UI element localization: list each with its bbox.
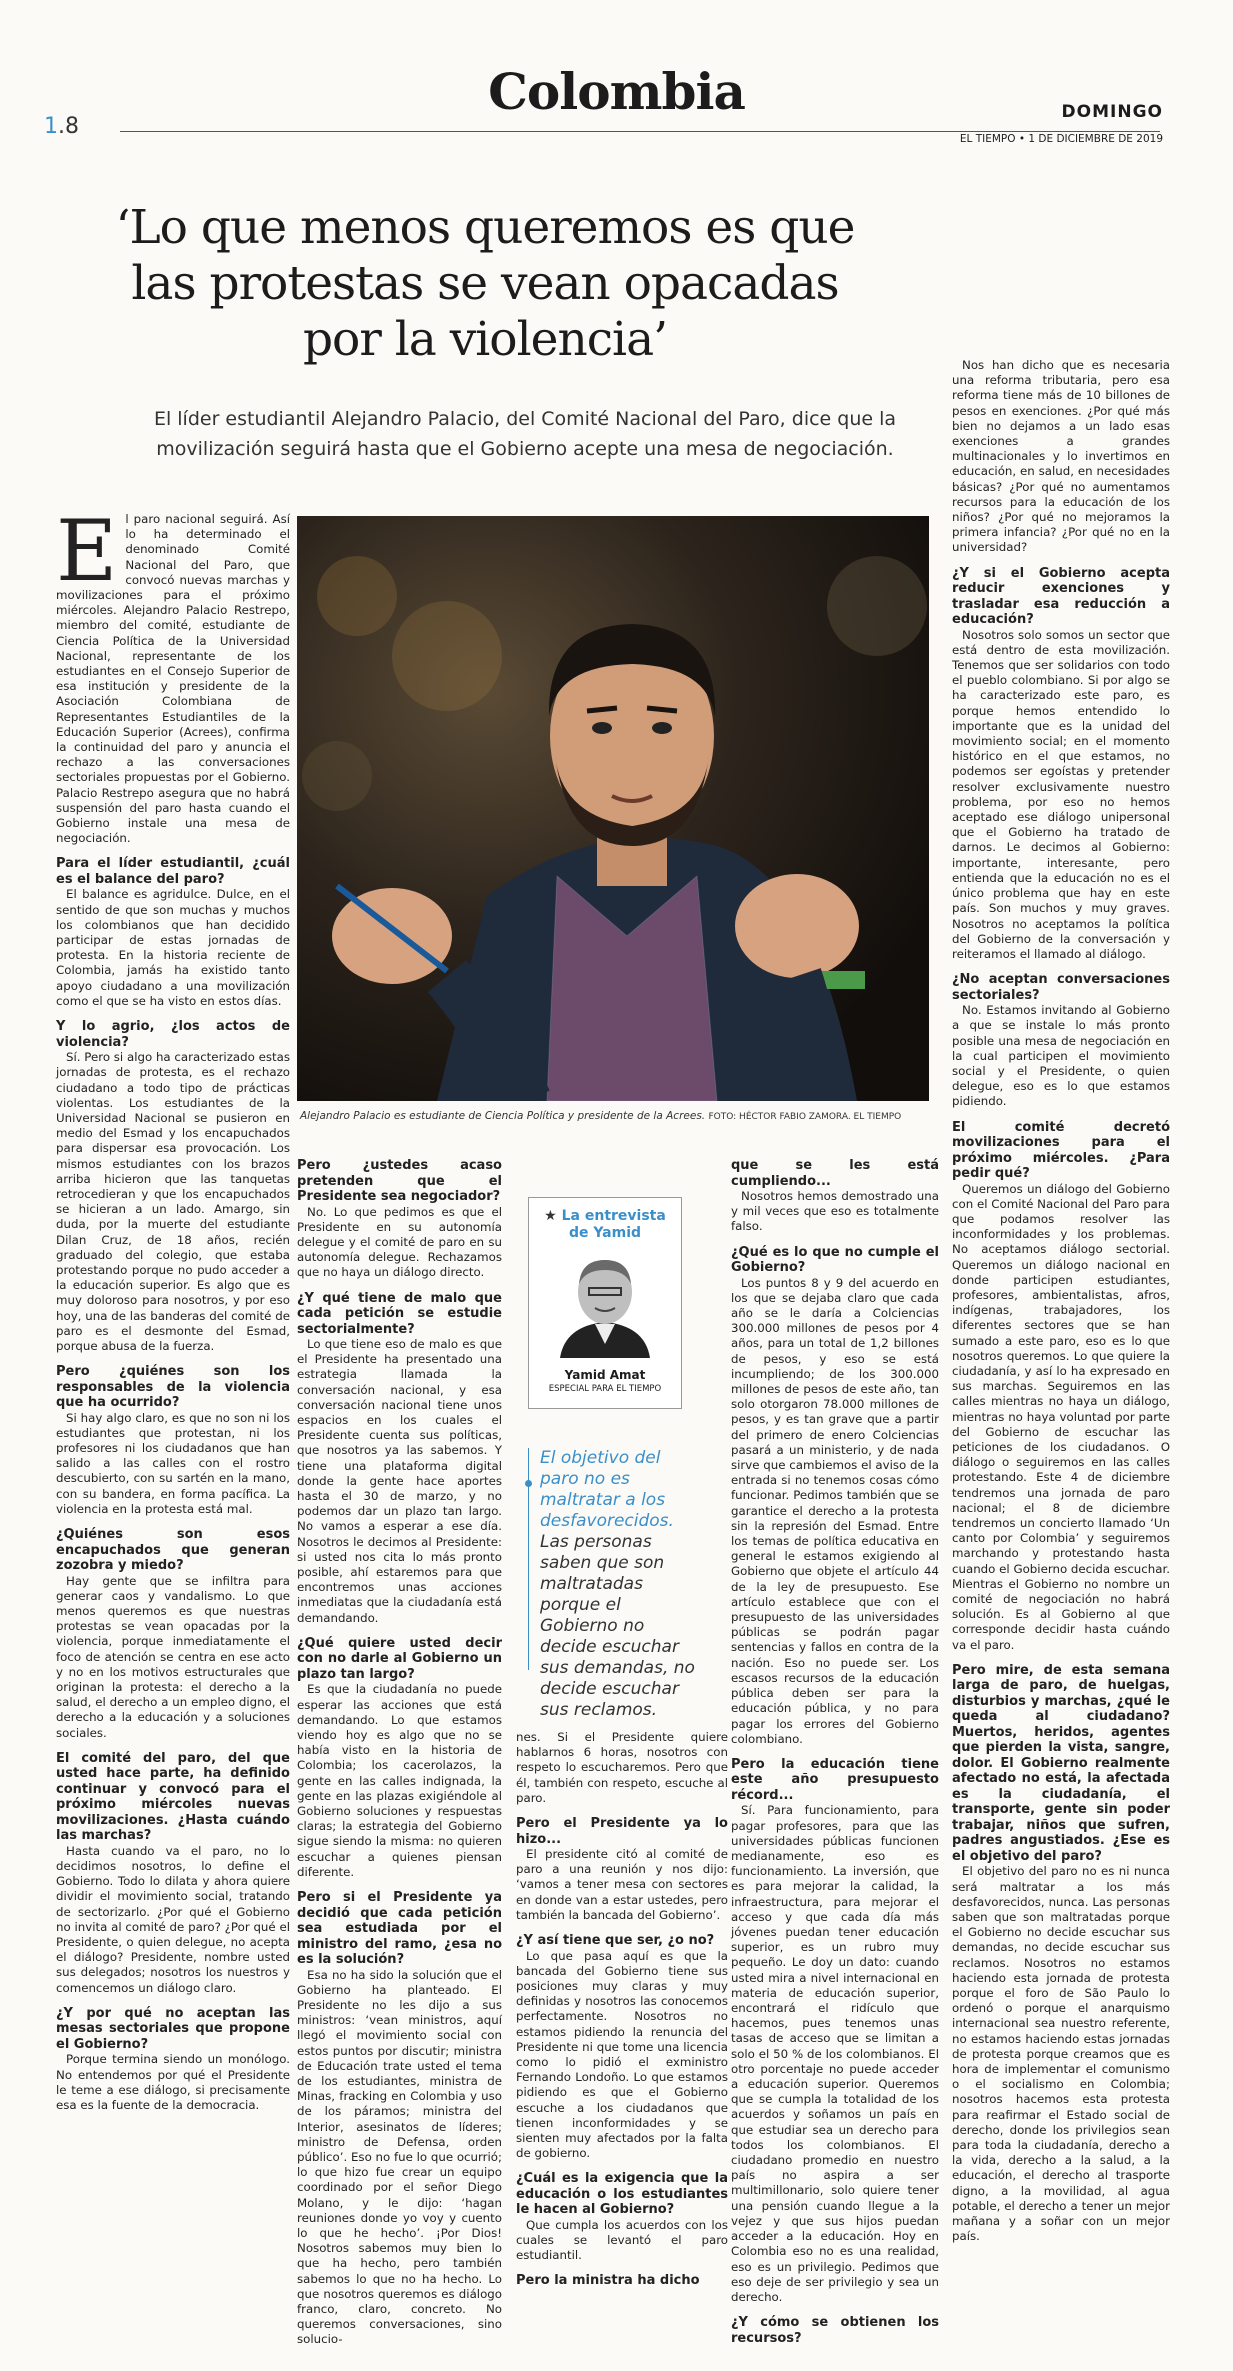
question: ¿Y así tiene que ser, ¿o no? [516,1933,715,1949]
photo-credit: FOTO: HÉCTOR FABIO ZAMORA. EL TIEMPO [708,1112,902,1122]
pull-quote-lead: El objetivo del paro no es maltratar a los desfavorecidos. [540,1448,674,1531]
answer: Lo que tiene eso de malo es que el Presidente ha presentado una estrategia llamada la conversación nacional, y esa conversación nacional tiene unos espacios en los cuales el Presidente cuenta sus políticas, que nosotros ya las sabemos. Y tiene una plataforma digital donde la gente hace aportes hasta el 30 de marzo, y no podemos dar un plazo tan largo. No vamos a esperar a ese día. Nosotros le decimos al Presidente: si usted nos cita lo más pronto posible, ahí estaremos para que encontremos unas acciones inmediatas que la ciudadanía está demandando. [297,1337,502,1625]
answer: Nosotros hemos demostrado una y mil veces que eso es totalmente falso. [731,1189,939,1234]
answer: Esa no ha sido la solución que el Gobierno ha planteado. El Presidente no les dijo a sus ministros: ‘vean ministros, aquí llegó el movimiento social con estos puntos por discutir; ministra de Educación trate usted el tema de los estudiantes, ministra de Minas, fracking en Colombia y uso de los páramos; ministra del Interior, asesinatos de líderes; ministro de Defensa, orden público’. Eso no fue lo que ocurrió; lo que hizo fue crear un equipo coordinado por el señor Diego Molano, y le dijo: ‘hagan reuniones donde yo voy y cuento lo que he hecho’. ¡Por Dios! Nosotros sabemos muy bien lo que ha hecho, pero también sabemos lo que no ha hecho. Lo que nosotros queremos es diálogo franco, claro, concreto. No queremos conversaciones, sino solucio- [297,1967,502,2347]
answer: Hasta cuando va el paro, no lo decidimos nosotros, lo define el Gobierno. Todo lo dilata y ahora quiere dividir el movimiento social, tratando de sectorizarlo. ¿Por qué el Gobierno no invita al comité de paro? ¿Por qué el Presidente, o quien delegue, no acepta el diálogo? Presidente, nombre usted sus delegados; nosotros los nuestros y comencemos un diálogo claro. [56,1843,290,1995]
subhead: El líder estudiantil Alejandro Palacio, del Comité Nacional del Paro, dice que la movilización seguirá hasta que el Gobierno acepte una mesa de negociación. [153,408,897,460]
question: ¿No aceptan conversaciones sectoriales? [952,972,1170,1003]
question: ¿Cuál es la exigencia que la educación o los estudiantes le hacen al Gobierno? [516,2171,728,2218]
answer: No. Lo que pedimos es que el Presidente en su autonomía delegue y el comité de paro en su autonomía delegue. Rechazamos que no haya un diálogo directo. [297,1204,502,1280]
pull-quote-rest: Las personas saben que son maltratadas porque el Gobierno no decide escuchar sus demandas, no decide escuchar sus reclamos. [540,1532,695,1720]
question: ¿Y qué tiene de malo que cada petición se estudie sectorialmente? [297,1290,502,1337]
answer: El balance es agridulce. Dulce, en el sentido de que son muchas y muchos los colombianos que han decidido participar de estas jornadas de protesta. En la historia reciente de Colombia, jamás ha existido tanto apoyo ciudadano a una movilización como el que se ha visto en estos días. [56,887,290,1008]
question: ¿Y cómo se obtienen los recursos? [731,2315,939,2346]
question: Pero si el Presidente ya decidió que cada petición sea estudiada por el ministro del ramo, ¿esa no es la solución? [297,1890,502,1968]
interview-label-2: de Yamid [568,1225,642,1241]
dropcap: E [56,502,118,600]
answer: Lo que pasa aquí es que la bancada del Gobierno tiene sus posiciones muy claras y muy definidas y nosotros las conocemos perfectamente. Nosotros no estamos pidiendo la renuncia del Presidente ni que tome una licencia como lo pidió el exministro Fernando Londoño. Lo que estamos pidiendo es que el Gobierno escuche a los ciudadanos que tienen inconformidades y se sienten muy afectados por la falta de gobierno. [516,1948,728,2161]
answer: Sí. Para funcionamiento, para pagar profesores, para que las universidades públicas funcionen medianamente, eso es funcionamiento. La inversión, que es para mejorar la calidad, la infraestructura, para mejorar el acceso y que cada día más jóvenes puedan tener educación superior, es un rubro muy pequeño. Le doy un dato: cuando usted mira a nivel internacional en materia de educación superior, encontrará el ridículo que hacemos, pues tenemos unas tasas de acceso que se limitan a solo el 50 % de los colombianos. El otro porcentaje no puede acceder a educación superior. Queremos que se cumpla la totalidad de los acuerdos y soñamos un país en que estudiar sea un derecho para todos los colombianos. El ciudadano promedio en nuestro país no aspira a ser multimillonario, solo quiere tener una pensión cuando llegue a la vejez y que sus hijos puedan acceder a la educación. Hoy en Colombia eso no es una realidad, eso es un privilegio. Pedimos que eso deje de ser privilegio y sea un derecho. [731,1803,939,2304]
question: ¿Y si el Gobierno acepta reducir exenciones y trasladar esa reducción a educación? [952,565,1170,628]
column-5 [952,358,1170,2244]
question: ¿Quiénes son esos encapuchados que generan zozobra y miedo? [56,1527,290,1574]
question: Pero el Presidente ya lo hizo... [516,1816,728,1847]
question: Y lo agrio, ¿los actos de violencia? [56,1019,290,1050]
answer: Es que la ciudadanía no puede esperar las acciones que está demandando. Lo que estamos viendo hoy es algo que no se había visto en la historia de Colombia; los cacerolazos, la gente en las calles indignada, la gente en las plazas exigiéndole al Gobierno soluciones y respuestas claras; la estrategia del Gobierno sigue siendo la misma: no quieren escuchar a quienes piensan diferente. [297,1682,502,1879]
answer: No. Estamos invitando al Gobierno a que se instale lo más pronto posible una mesa de negociación en la cual participen el movimiento social y el Presidente, o quien delegue, eso es lo que estamos pidiendo. [952,1003,1170,1109]
star-icon: ★ [544,1208,562,1224]
answer: Queremos un diálogo del Gobierno con el Comité Nacional del Paro para que podamos resolver las inconformidades y los problemas. No aceptamos diálogo sectorial. Queremos un diálogo nacional en donde participen estudiantes, profesores, ambientalistas, afros, indígenas, trabajadores, los diferentes sectores que se han sumado a este paro, eso es lo que nosotros queremos. Lo que quiere la ciudadanía, y así lo ha expresado en sus marchas. Seguiremos en las calles mientras no haya un diálogo, mientras no haya voluntad por parte del Gobierno de escuchar las peticiones de los ciudadanos. O diálogo o seguiremos en las calles protestando. Este 4 de diciembre tendremos una jornada de paro nacional; el 8 de diciembre tendremos un concierto llamado ‘Un canto por Colombia’ y seguiremos marchando y protestando hasta cuando el Gobierno decida escuchar. Mientras el Gobierno no nombre un comité de negociación no habrá solución. Es al Gobierno al que corresponde decidir hasta cuándo va el paro. [952,1181,1170,1652]
headline: ‘Lo que menos queremos es que las protestas se vean opacadas por la violencia’ [115,200,855,367]
interview-label [529,1208,681,1242]
student-portrait-illustration [297,516,929,1101]
column-1 [56,502,290,2113]
question: Para el líder estudiantil, ¿cuál es el balance del paro? [56,856,290,887]
intro-text: l paro nacional seguirá. Así lo ha determinado el denominado Comité Nacional del Paro, que convocó nuevas marchas y movilizaciones para el próximo miércoles. Alejandro Palacio Restrepo, miembro del comité, estudiante de Ciencia Política de la Universidad Nacional, representante de los estudiantes en el Consejo Superior de esa institución y presidente de la Asociación Colombiana de Representantes Estudiantiles de la Educación Superior (Acrees), confirma la continuidad del paro y anuncia el rechazo a las conversaciones sectoriales propuestas por el Gobierno. Palacio Restrepo asegura que no habrá suspensión del paro hasta cuando el Gobierno instale una mesa de negociación. [56,512,290,846]
question: Pero ¿ustedes acaso pretenden que el Presidente sea negociador? [297,1158,502,1204]
quote-dot-icon [525,1480,532,1487]
answer: El objetivo del paro no es ni nunca será maltratar a los más desfavorecidos, nunca. Las personas saben que son maltratadas porque el Gobierno no decide escuchar sus demandas, no decide escuchar sus reclamos. Nosotros no estamos haciendo esta jornada de protesta porque el foro de São Paulo lo ordenó o porque el anarquismo internacional sea nuestro referente, no estamos haciendo estas jornadas de protesta porque creamos que es hora de implementar el comunismo o el socialismo en Colombia; nosotros hacemos esta protesta para reafirmar el Estado social de derecho, donde los privilegios sean para toda la ciudadanía, derecho a la vida, derecho a la salud, a la educación, el derecho al trasporte digno, a la movilidad, al agua potable, el derecho a tener un mejor mañana y a soñar con un mejor país. [952,1864,1170,2244]
interviewer-name: Yamid Amat [564,1368,646,1382]
question: Pero mire, de esta semana larga de paro, de huelgas, disturbios y marchas, ¿qué le queda al ciudadano? Muertos, heridos, agentes que pierden la vista, sangre, dolor. El Gobierno realmente afectado no está, la afectada es la ciudadanía, el transporte, gente sin poder trabajar, niños que sufren, padres angustiados. ¿Ese es el objetivo del paro? [952,1662,1170,1864]
page-suffix: .8 [58,114,79,139]
section-title: Colombia [488,62,745,121]
question: Pero la ministra ha dicho [516,2273,700,2289]
answer: Nosotros solo somos un sector que está dentro de esta movilización. Tenemos que ser solidarios con todo el pueblo colombiano. Si por algo se ha caracterizado este paro, es porque hemos entendido lo importante que es la unidad del movimiento social; en el momento histórico en el que estamos, no podemos ser egoístas y pretender resolver exclusivamente nuestro problema, por eso no hemos aceptado ese diálogo unipersonal que el Gobierno ha tratado de darnos. Le decimos al Gobierno: importante, interesante, pero entienda que la educación no es el único problema que hay en este país. Son muchos y muy graves. Nosotros no aceptamos la política del Gobierno de la conversación y reiteramos el llamado al diálogo. [952,627,1170,961]
answer: Porque termina siendo un monólogo. No entendemos por qué el Presidente le teme a ese diálogo, si precisamente esa es la fuente de la democracia. [56,2052,290,2112]
page-prefix: 1 [44,114,58,139]
answer: Los puntos 8 y 9 del acuerdo en los que se dejaba claro que cada año se le daría a Colciencias 300.000 millones de pesos por 4 años, para un total de 1,2 billones de pesos, y eso se está incumpliendo; de los 300.000 millones de pesos de este año, tan solo otorgaron 78.000 millones de pesos, y es tan grave que a partir del primero de enero Colciencias pasará a un ministerio, y de nada sirve que cambiemos el aviso de la entrada si no tenemos cosas cómo funcionar. Pedimos también que se garantice el derecho a la protesta sin la represión del Esmad. Entre los temas de política educativa en general le estamos exigiendo al Gobierno que objete el artículo 44 de la ley de presupuesto. Ese artículo establece que con el presupuesto de las universidades públicas se podrán pagar sentencias y fallos en contra de la nación. Eso no puede ser. Los escasos recursos de la educación pública deben ser para la educación pública, y no para pagar los errores del Gobierno colombiano. [731,1275,939,1746]
answer: Nos han dicho que es necesaria una reforma tributaria, pero esa reforma tiene más de 10 billones de pesos en exenciones. ¿Por qué más bien no dejamos a un lado esas exenciones a grandes multinacionales y lo invertimos en educación, en salud, en necesidades básicas? ¿Por qué no aumentamos recursos para la educación de los niños? ¿Por qué no mejoramos la primera infancia? ¿Por qué no en la universidad? [952,358,1170,555]
interview-label-1: La entrevista [561,1208,666,1224]
question: ¿Y por qué no aceptan las mesas sectoriales que propone el Gobierno? [56,2005,290,2052]
interviewer-role: ESPECIAL PARA EL TIEMPO [548,1384,662,1394]
answer: El presidente citó al comité de paro a una reunión y nos dijo: ‘vamos a tener mesa con sectores en donde van a estar ustedes, pero también la bancada del Gobierno’. [516,1847,728,1922]
question: que se les está cumpliendo... [731,1158,939,1189]
answer: Si hay algo claro, es que no son ni los estudiantes que protestan, ni los profesores ni los ciudadanos que han salido a las calles con el rostro descubierto, con su sartén en la mano, con su bandera, en forma pacífica. La violencia en la protesta está mal. [56,1410,290,1516]
page-number [44,114,79,139]
column-4 [731,1158,939,2346]
yamid-amat-portrait [545,1248,665,1358]
masthead-rule [120,131,1160,132]
photo-caption [300,1110,940,1122]
answer: Que cumpla los acuerdos con los cuales se levantó el paro estudiantil. [516,2217,728,2263]
portrait-photo [297,516,929,1101]
masthead-dateline: EL TIEMPO • 1 DE DICIEMBRE DE 2019 [959,133,1163,145]
column-3 [516,1730,728,2289]
question: Pero ¿quiénes son los responsables de la violencia que ha ocurrido? [56,1364,290,1411]
answer: nes. Si el Presidente quiere hablarnos 6 horas, nosotros con respeto lo escucharemos. Pero que él, también con respeto, escuche al paro. [516,1730,728,1805]
interview-box [528,1197,682,1409]
question: ¿Qué es lo que no cumple el Gobierno? [731,1244,939,1276]
column-2 [297,1158,502,2348]
question: El comité del paro, del que usted hace parte, ha definido continuar y convocó para el próximo miércoles nuevas movilizaciones. ¿Hasta cuándo las marchas? [56,1750,290,1844]
question: Pero la educación tiene este año presupuesto récord... [731,1756,939,1803]
answer: Sí. Pero si algo ha caracterizado estas jornadas de protesta, es el rechazo ciudadano a todo tipo de prácticas violentas. Los estudiantes de la Universidad Nacional se pusieron en medio del Esmad y los encapuchados para dispersar esa provocación. Los mismos estudiantes con los brazos arriba hicieron que las tanquetas retrocedieran y que los encapuchados se hicieran a un lado. Amargo, sin duda, por la muerte del estudiante Dilan Cruz, de 18 años, recién graduado del colegio, que estaba protestando porque no pudo acceder a la educación superior. Es algo que es muy doloroso para nosotros, y por eso hoy, una de las banderas del comité de paro es el desmonte del Esmad, porque abusa de la fuerza. [56,1050,290,1353]
caption-text: Alejandro Palacio es estudiante de Ciencia Política y presidente de la Acrees. [300,1110,706,1122]
question: ¿Qué quiere usted decir con no darle al Gobierno un plazo tan largo? [297,1635,502,1682]
question: El comité decretó movilizaciones para el próximo miércoles. ¿Para pedir qué? [952,1119,1170,1182]
masthead-day: DOMINGO [1061,102,1163,122]
answer: Hay gente que se infiltra para generar caos y vandalismo. Lo que menos queremos es que nuestras protestas se vean opacadas por la violencia, porque inmediatamente el foco de atención se centra en ese acto y no en los motivos estructurales que originan la protesta: el derecho a la salud, el derecho a un empleo digno, el derecho a la educación y a soluciones sociales. [56,1573,290,1740]
pull-quote [540,1448,702,1721]
